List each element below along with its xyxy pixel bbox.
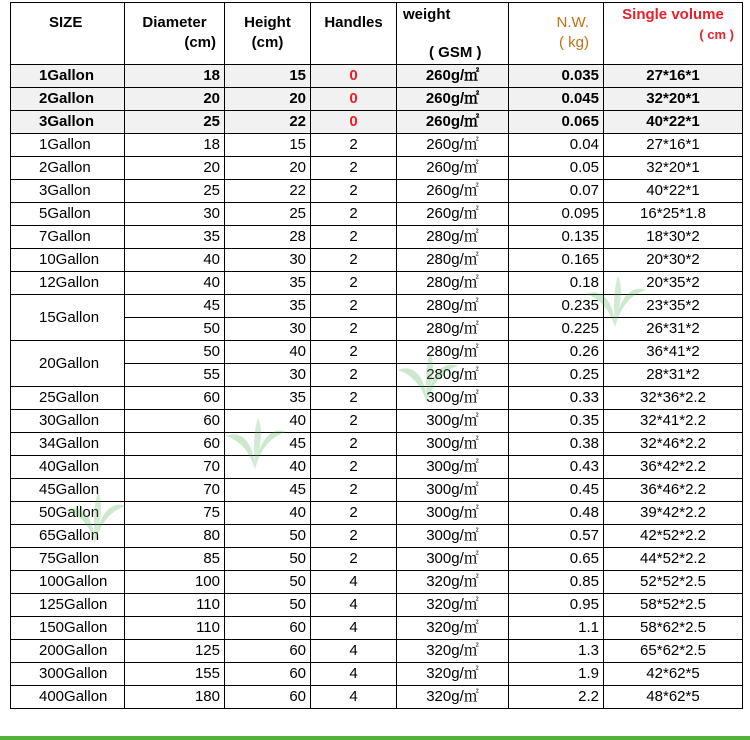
size-cell: 25Gallon	[11, 387, 125, 410]
handles-cell: 2	[311, 318, 397, 341]
volume-cell: 42*52*2.2	[604, 525, 743, 548]
size-cell: 2Gallon	[11, 157, 125, 180]
size-cell: 1Gallon	[11, 134, 125, 157]
volume-cell: 44*52*2.2	[604, 548, 743, 571]
diameter-cell: 155	[125, 663, 225, 686]
weight-cell: 260g/㎡	[397, 111, 509, 134]
header-row	[11, 3, 743, 65]
nw-cell: 2.2	[509, 686, 604, 709]
highlight-row	[11, 111, 743, 134]
height-header: Height (cm)	[225, 3, 311, 65]
volume-cell: 42*62*5	[604, 663, 743, 686]
size-cell: 1Gallon	[11, 65, 125, 88]
volume-cell: 36*46*2.2	[604, 479, 743, 502]
handles-cell: 2	[311, 364, 397, 387]
nw-cell: 0.45	[509, 479, 604, 502]
nw-cell: 0.035	[509, 65, 604, 88]
weight-cell: 260g/㎡	[397, 65, 509, 88]
handles-cell: 2	[311, 479, 397, 502]
nw-cell: 0.135	[509, 226, 604, 249]
height-cell: 40	[225, 502, 311, 525]
height-cell: 50	[225, 571, 311, 594]
highlight-row	[11, 88, 743, 111]
table-row	[11, 686, 743, 709]
handles-cell: 2	[311, 341, 397, 364]
height-cell: 60	[225, 686, 311, 709]
table-row	[11, 134, 743, 157]
table-row	[11, 387, 743, 410]
volume-cell: 58*62*2.5	[604, 617, 743, 640]
handles-cell: 4	[311, 663, 397, 686]
volume-cell: 28*31*2	[604, 364, 743, 387]
table-row	[11, 433, 743, 456]
height-cell: 40	[225, 410, 311, 433]
diameter-cell: 60	[125, 387, 225, 410]
weight-cell: 320g/㎡	[397, 571, 509, 594]
table-row	[11, 548, 743, 571]
size-cell: 15Gallon	[11, 295, 125, 341]
table-row	[11, 272, 743, 295]
diameter-cell: 60	[125, 433, 225, 456]
volume-cell: 27*16*1	[604, 134, 743, 157]
volume-cell: 16*25*1.8	[604, 203, 743, 226]
weight-cell: 260g/㎡	[397, 180, 509, 203]
height-cell: 30	[225, 249, 311, 272]
weight-cell: 300g/㎡	[397, 387, 509, 410]
handles-cell: 2	[311, 548, 397, 571]
handles-cell: 2	[311, 272, 397, 295]
diameter-cell: 85	[125, 548, 225, 571]
height-cell: 45	[225, 479, 311, 502]
height-cell: 22	[225, 111, 311, 134]
volume-cell: 40*22*1	[604, 180, 743, 203]
handles-header: Handles	[311, 3, 397, 65]
volume-cell: 65*62*2.5	[604, 640, 743, 663]
table-row	[11, 157, 743, 180]
height-cell: 25	[225, 203, 311, 226]
weight-cell: 260g/㎡	[397, 88, 509, 111]
weight-cell: 320g/㎡	[397, 686, 509, 709]
diameter-cell: 25	[125, 111, 225, 134]
height-cell: 20	[225, 88, 311, 111]
nw-cell: 0.57	[509, 525, 604, 548]
size-cell: 40Gallon	[11, 456, 125, 479]
handles-cell: 2	[311, 134, 397, 157]
table-row	[11, 594, 743, 617]
volume-cell: 52*52*2.5	[604, 571, 743, 594]
nw-cell: 0.095	[509, 203, 604, 226]
height-cell: 50	[225, 548, 311, 571]
weight-cell: 280g/㎡	[397, 341, 509, 364]
volume-cell: 48*62*5	[604, 686, 743, 709]
weight-cell: 280g/㎡	[397, 318, 509, 341]
table-row	[11, 663, 743, 686]
handles-cell: 2	[311, 180, 397, 203]
handles-cell: 0	[311, 88, 397, 111]
weight-cell: 300g/㎡	[397, 548, 509, 571]
nw-cell: 0.26	[509, 341, 604, 364]
table-row	[11, 456, 743, 479]
handles-cell: 2	[311, 226, 397, 249]
diameter-cell: 50	[125, 318, 225, 341]
diameter-cell: 40	[125, 249, 225, 272]
size-cell: 100Gallon	[11, 571, 125, 594]
volume-header: Single volume ( cm )	[604, 3, 743, 65]
nw-cell: 0.165	[509, 249, 604, 272]
handles-cell: 2	[311, 410, 397, 433]
table-row	[11, 410, 743, 433]
diameter-cell: 110	[125, 594, 225, 617]
weight-cell: 320g/㎡	[397, 594, 509, 617]
diameter-cell: 75	[125, 502, 225, 525]
size-cell: 3Gallon	[11, 111, 125, 134]
nw-cell: 0.65	[509, 548, 604, 571]
weight-header: weight ( GSM )	[397, 3, 509, 65]
weight-cell: 320g/㎡	[397, 663, 509, 686]
weight-cell: 260g/㎡	[397, 134, 509, 157]
handles-cell: 0	[311, 111, 397, 134]
volume-cell: 20*30*2	[604, 249, 743, 272]
height-cell: 40	[225, 341, 311, 364]
handles-cell: 2	[311, 456, 397, 479]
weight-cell: 280g/㎡	[397, 364, 509, 387]
table-row	[11, 617, 743, 640]
height-cell: 15	[225, 65, 311, 88]
weight-cell: 300g/㎡	[397, 433, 509, 456]
bottom-accent-bar	[0, 736, 750, 740]
height-cell: 50	[225, 594, 311, 617]
volume-cell: 32*41*2.2	[604, 410, 743, 433]
volume-cell: 36*41*2	[604, 341, 743, 364]
volume-cell: 23*35*2	[604, 295, 743, 318]
diameter-cell: 100	[125, 571, 225, 594]
diameter-cell: 30	[125, 203, 225, 226]
diameter-cell: 70	[125, 479, 225, 502]
nw-cell: 0.18	[509, 272, 604, 295]
table-body	[11, 65, 743, 709]
volume-cell: 32*20*1	[604, 157, 743, 180]
diameter-cell: 18	[125, 65, 225, 88]
nw-cell: 1.3	[509, 640, 604, 663]
diameter-cell: 70	[125, 456, 225, 479]
nw-cell: 1.9	[509, 663, 604, 686]
table-row	[11, 341, 743, 364]
height-cell: 40	[225, 456, 311, 479]
table-row	[11, 640, 743, 663]
nw-cell: 0.065	[509, 111, 604, 134]
handles-cell: 2	[311, 249, 397, 272]
size-cell: 300Gallon	[11, 663, 125, 686]
diameter-header: Diameter (cm)	[125, 3, 225, 65]
spec-table-container	[10, 2, 743, 709]
weight-cell: 280g/㎡	[397, 295, 509, 318]
diameter-cell: 50	[125, 341, 225, 364]
handles-cell: 2	[311, 525, 397, 548]
table-row	[11, 226, 743, 249]
highlight-row	[11, 65, 743, 88]
size-cell: 5Gallon	[11, 203, 125, 226]
nw-cell: 0.95	[509, 594, 604, 617]
volume-cell: 32*36*2.2	[604, 387, 743, 410]
nw-cell: 0.25	[509, 364, 604, 387]
nw-cell: 0.48	[509, 502, 604, 525]
weight-cell: 260g/㎡	[397, 157, 509, 180]
size-cell: 50Gallon	[11, 502, 125, 525]
handles-cell: 4	[311, 571, 397, 594]
volume-cell: 36*42*2.2	[604, 456, 743, 479]
weight-cell: 300g/㎡	[397, 410, 509, 433]
handles-cell: 4	[311, 640, 397, 663]
weight-cell: 300g/㎡	[397, 456, 509, 479]
diameter-cell: 180	[125, 686, 225, 709]
height-cell: 60	[225, 617, 311, 640]
size-cell: 20Gallon	[11, 341, 125, 387]
volume-cell: 58*52*2.5	[604, 594, 743, 617]
size-cell: 3Gallon	[11, 180, 125, 203]
table-row	[11, 295, 743, 318]
height-cell: 30	[225, 318, 311, 341]
volume-cell: 32*46*2.2	[604, 433, 743, 456]
handles-cell: 4	[311, 686, 397, 709]
size-cell: 30Gallon	[11, 410, 125, 433]
size-cell: 150Gallon	[11, 617, 125, 640]
size-cell: 10Gallon	[11, 249, 125, 272]
height-cell: 22	[225, 180, 311, 203]
diameter-cell: 110	[125, 617, 225, 640]
volume-cell: 18*30*2	[604, 226, 743, 249]
volume-cell: 39*42*2.2	[604, 502, 743, 525]
volume-cell: 32*20*1	[604, 88, 743, 111]
handles-cell: 2	[311, 502, 397, 525]
table-row	[11, 502, 743, 525]
height-cell: 60	[225, 640, 311, 663]
diameter-cell: 40	[125, 272, 225, 295]
nw-cell: 0.85	[509, 571, 604, 594]
size-cell: 400Gallon	[11, 686, 125, 709]
height-cell: 50	[225, 525, 311, 548]
table-row	[11, 180, 743, 203]
table-row	[11, 203, 743, 226]
diameter-cell: 60	[125, 410, 225, 433]
diameter-cell: 80	[125, 525, 225, 548]
volume-cell: 26*31*2	[604, 318, 743, 341]
weight-cell: 280g/㎡	[397, 272, 509, 295]
size-cell: 12Gallon	[11, 272, 125, 295]
weight-cell: 300g/㎡	[397, 502, 509, 525]
height-cell: 28	[225, 226, 311, 249]
diameter-cell: 20	[125, 88, 225, 111]
nw-cell: 0.235	[509, 295, 604, 318]
size-cell: 45Gallon	[11, 479, 125, 502]
weight-cell: 320g/㎡	[397, 617, 509, 640]
handles-cell: 2	[311, 295, 397, 318]
handles-cell: 2	[311, 203, 397, 226]
size-header: SIZE	[11, 3, 125, 65]
nw-cell: 0.35	[509, 410, 604, 433]
diameter-cell: 55	[125, 364, 225, 387]
height-cell: 20	[225, 157, 311, 180]
spec-table	[10, 2, 743, 709]
size-cell: 7Gallon	[11, 226, 125, 249]
diameter-cell: 25	[125, 180, 225, 203]
weight-cell: 280g/㎡	[397, 226, 509, 249]
weight-cell: 280g/㎡	[397, 249, 509, 272]
size-cell: 200Gallon	[11, 640, 125, 663]
size-cell: 75Gallon	[11, 548, 125, 571]
handles-cell: 0	[311, 65, 397, 88]
handles-cell: 4	[311, 617, 397, 640]
nw-cell: 0.38	[509, 433, 604, 456]
handles-cell: 2	[311, 157, 397, 180]
nw-cell: 1.1	[509, 617, 604, 640]
height-cell: 35	[225, 272, 311, 295]
height-cell: 35	[225, 387, 311, 410]
volume-cell: 20*35*2	[604, 272, 743, 295]
height-cell: 60	[225, 663, 311, 686]
size-cell: 34Gallon	[11, 433, 125, 456]
diameter-cell: 20	[125, 157, 225, 180]
diameter-cell: 35	[125, 226, 225, 249]
height-cell: 30	[225, 364, 311, 387]
size-cell: 65Gallon	[11, 525, 125, 548]
height-cell: 15	[225, 134, 311, 157]
diameter-cell: 18	[125, 134, 225, 157]
table-row	[11, 479, 743, 502]
nw-cell: 0.045	[509, 88, 604, 111]
table-row	[11, 571, 743, 594]
handles-cell: 2	[311, 433, 397, 456]
table-row	[11, 249, 743, 272]
height-cell: 35	[225, 295, 311, 318]
nw-cell: 0.43	[509, 456, 604, 479]
nw-cell: 0.07	[509, 180, 604, 203]
weight-cell: 300g/㎡	[397, 525, 509, 548]
volume-cell: 27*16*1	[604, 65, 743, 88]
size-cell: 2Gallon	[11, 88, 125, 111]
table-row	[11, 525, 743, 548]
handles-cell: 2	[311, 387, 397, 410]
nw-header: N.W. ( kg)	[509, 3, 604, 65]
nw-cell: 0.05	[509, 157, 604, 180]
nw-cell: 0.33	[509, 387, 604, 410]
volume-cell: 40*22*1	[604, 111, 743, 134]
size-cell: 125Gallon	[11, 594, 125, 617]
height-cell: 45	[225, 433, 311, 456]
diameter-cell: 125	[125, 640, 225, 663]
nw-cell: 0.04	[509, 134, 604, 157]
weight-cell: 260g/㎡	[397, 203, 509, 226]
weight-cell: 300g/㎡	[397, 479, 509, 502]
nw-cell: 0.225	[509, 318, 604, 341]
diameter-cell: 45	[125, 295, 225, 318]
handles-cell: 4	[311, 594, 397, 617]
weight-cell: 320g/㎡	[397, 640, 509, 663]
